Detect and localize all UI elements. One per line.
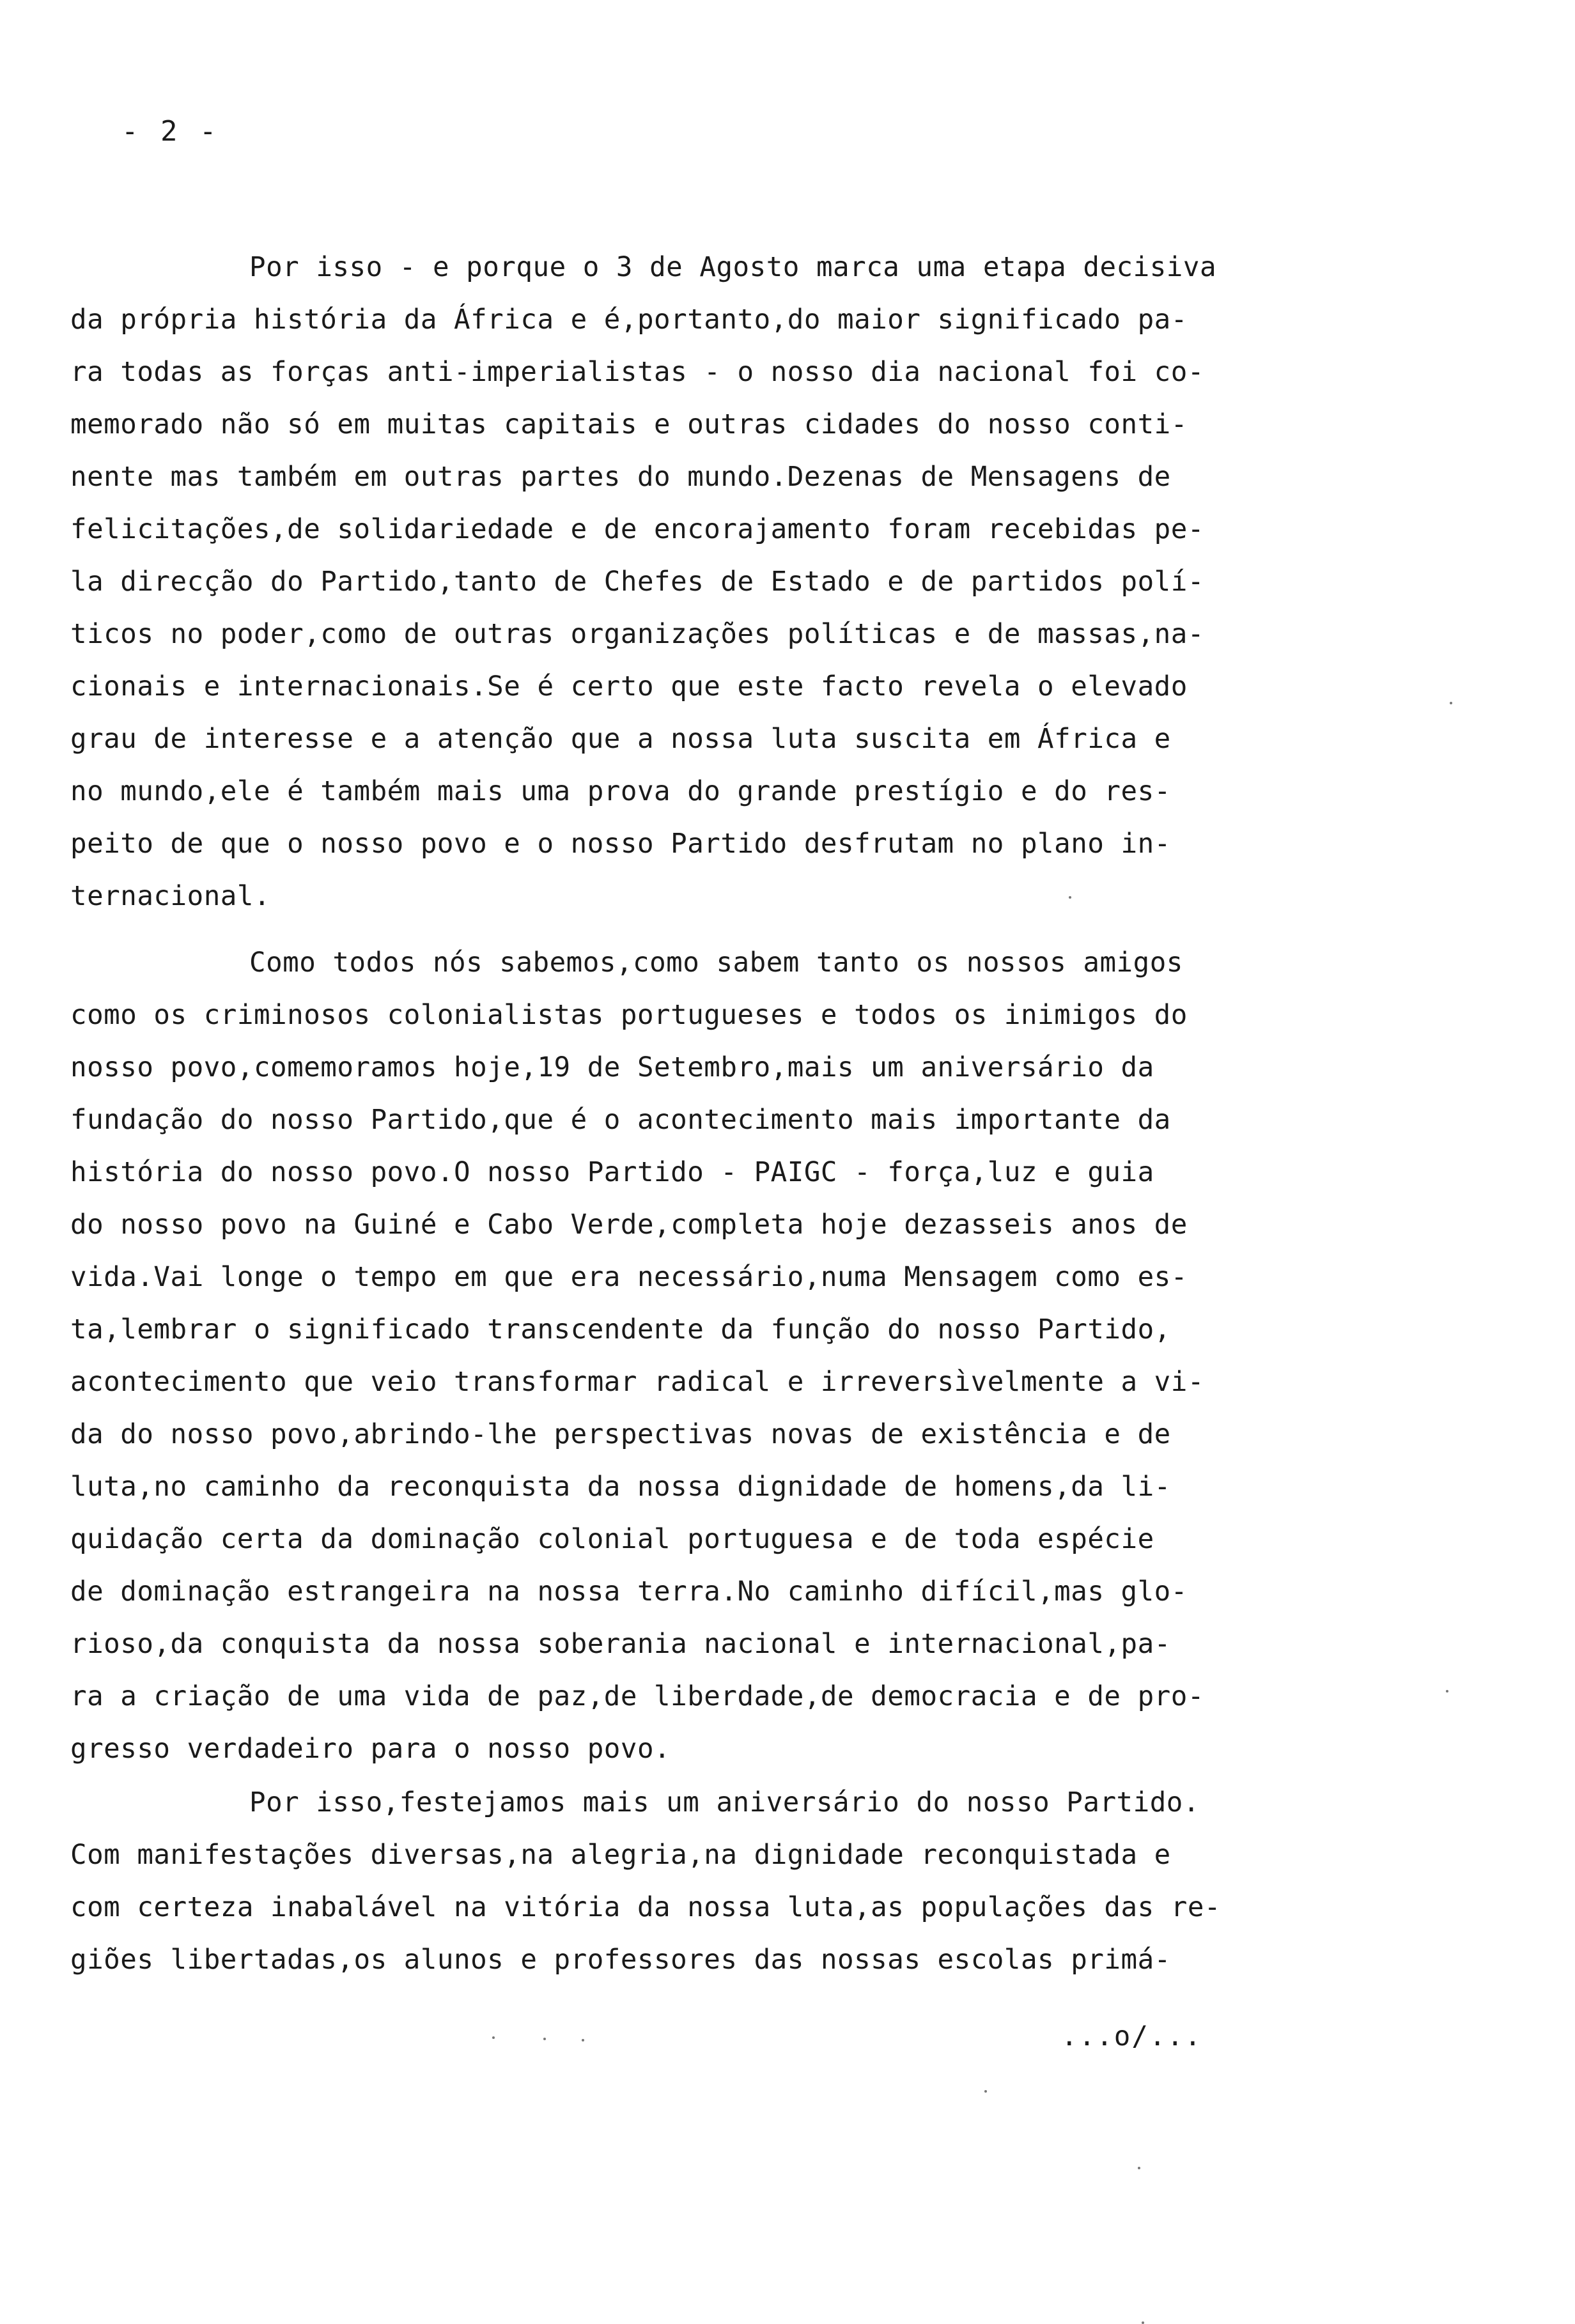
scan-speck — [1142, 2321, 1144, 2324]
scan-speck — [582, 2039, 584, 2041]
text-line: Com manifestações diversas,na alegria,na dignidade reconquistada e — [70, 1840, 1171, 1871]
text-line: da do nosso povo,abrindo-lhe perspectivas novas de existência e de — [70, 1419, 1171, 1450]
text-line: felicitações,de solidariedade e de encorajamento foram recebidas pe- — [70, 514, 1204, 545]
text-line: gresso verdadeiro para o nosso povo. — [70, 1733, 671, 1765]
scan-speck — [492, 2036, 495, 2039]
text-line: Por isso,festejamos mais um aniversário do nosso Partido. — [249, 1787, 1200, 1818]
text-line: de dominação estrangeira na nossa terra.No caminho difícil,mas glo- — [70, 1576, 1188, 1607]
text-line: rioso,da conquista da nossa soberania nacional e internacional,pa- — [70, 1629, 1171, 1660]
text-line: memorado não só em muitas capitais e outras cidades do nosso conti- — [70, 409, 1188, 440]
text-line: nosso povo,comemoramos hoje,19 de Setembro,mais um aniversário da — [70, 1052, 1154, 1083]
text-line: luta,no caminho da reconquista da nossa dignidade de homens,da li- — [70, 1471, 1171, 1503]
text-line: da própria história da África e é,portanto,do maior significado pa- — [70, 304, 1188, 336]
scan-speck — [543, 2038, 546, 2040]
paragraph-festejamos — [70, 1777, 1400, 1987]
text-line: giões libertadas,os alunos e professores das nossas escolas primá- — [70, 1944, 1171, 1976]
text-line: nente mas também em outras partes do mundo.Dezenas de Mensagens de — [70, 461, 1171, 493]
text-line: grau de interesse e a atenção que a nossa luta suscita em África e — [70, 724, 1171, 755]
text-line: no mundo,ele é também mais uma prova do grande prestígio e do res- — [70, 776, 1171, 807]
text-line: cionais e internacionais.Se é certo que este facto revela o elevado — [70, 671, 1188, 702]
text-line: ra todas as forças anti-imperialistas - o nosso dia nacional foi co- — [70, 357, 1204, 388]
continuation-mark: ...o/... — [1061, 2021, 1202, 2052]
scan-speck — [1138, 2167, 1140, 2169]
text-line: acontecimento que veio transformar radical e irreversìvelmente a vi- — [70, 1367, 1204, 1398]
scan-speck — [1069, 896, 1071, 899]
text-line: fundação do nosso Partido,que é o acontecimento mais importante da — [70, 1104, 1171, 1136]
text-line: do nosso povo na Guiné e Cabo Verde,completa hoje dezasseis anos de — [70, 1209, 1188, 1241]
page-number: - 2 - — [121, 115, 219, 148]
text-line: ta,lembrar o significado transcendente da função do nosso Partido, — [70, 1314, 1171, 1345]
paragraph-aniversario-partido — [70, 937, 1400, 1776]
scan-speck — [1446, 1690, 1448, 1693]
paragraph-dia-nacional — [70, 242, 1400, 923]
text-line: ticos no poder,como de outras organizações políticas e de massas,na- — [70, 619, 1204, 650]
text-line: peito de que o nosso povo e o nosso Partido desfrutam no plano in- — [70, 828, 1171, 860]
text-line: la direcção do Partido,tanto de Chefes de Estado e de partidos polí- — [70, 566, 1204, 598]
scan-speck — [1450, 702, 1452, 704]
text-line: vida.Vai longe o tempo em que era necessário,numa Mensagem como es- — [70, 1262, 1188, 1293]
scan-speck — [984, 2090, 987, 2093]
text-line: história do nosso povo.O nosso Partido - PAIGC - força,luz e guia — [70, 1157, 1154, 1188]
text-line: com certeza inabalável na vitória da nossa luta,as populações das re- — [70, 1892, 1222, 1923]
text-line: como os criminosos colonialistas portugueses e todos os inimigos do — [70, 1000, 1188, 1031]
text-line: ra a criação de uma vida de paz,de liberdade,de democracia e de pro- — [70, 1681, 1204, 1712]
text-line: Por isso - e porque o 3 de Agosto marca uma etapa decisiva — [249, 252, 1217, 283]
text-line: quidação certa da dominação colonial portuguesa e de toda espécie — [70, 1524, 1154, 1555]
text-line: Como todos nós sabemos,como sabem tanto os nossos amigos — [249, 947, 1183, 979]
text-line: ternacional. — [70, 881, 271, 912]
